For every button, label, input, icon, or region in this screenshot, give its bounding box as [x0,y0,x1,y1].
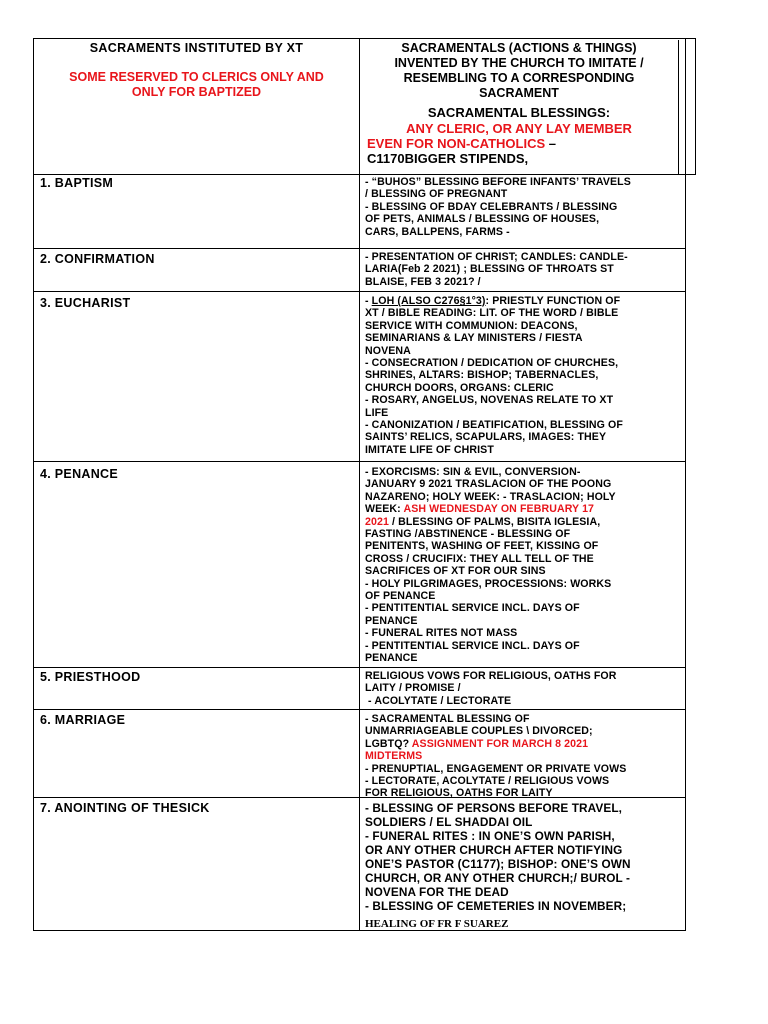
cell-line: - ROSARY, ANGELUS, NOVENAS RELATE TO XT [365,394,614,407]
cell-line: - SACRAMENTAL BLESSING OF [365,713,530,725]
right-dash: – [545,136,556,151]
cell-line: LARIA(Feb 2 2021) ; BLESSING OF THROATS ST [365,263,614,276]
cell-line-ash [365,503,685,515]
cell-line: - PENTITENTIAL SERVICE INCL. DAYS OF [365,602,580,615]
header-bottom-border [33,174,696,175]
cell-line: RELIGIOUS VOWS FOR RELIGIOUS, OATHS FOR [365,670,617,682]
cell-line: - BLESSING OF PERSONS BEFORE TRAVEL, [365,801,623,815]
right-line-3: RESEMBLING TO A CORRESPONDING [403,71,635,85]
cell-line: CARS, BALLPENS, FARMS - [365,225,510,238]
cell-line: ONE’S PASTOR (C1177); BISHOP: ONE’S OWN [365,857,631,871]
right-stipends: C1170BIGGER STIPENDS, [367,151,529,166]
cell-line: - BLESSING OF BDAY CELEBRANTS / BLESSING [365,200,618,213]
cell-line: - FUNERAL RITES NOT MASS [365,627,518,640]
cell-line: - CANONIZATION / BEATIFICATION, BLESSING OF [365,419,623,432]
right-red-1: ANY CLERIC, OR ANY LAY MEMBER [406,121,632,136]
cell-line: SEMINARIANS & LAY MINISTERS / FIESTA [365,332,583,345]
cell-line: PENANCE [365,614,418,627]
assignment-red: ASSIGNMENT FOR MARCH 8 2021 [411,737,589,750]
sacramental-cell-marriage [365,713,685,800]
right-red-2: EVEN FOR NON-CATHOLICS [367,136,546,151]
sacrament-confirmation: 2. CONFIRMATION [40,252,155,266]
cell-line: LAITY / PROMISE / [365,682,461,695]
cell-line: IMITATE LIFE OF CHRIST [365,443,494,456]
cell-line: LIFE [365,406,389,419]
cell-line: XT / BIBLE READING: LIT. OF THE WORD / BIBLE [365,307,619,320]
cell-line: JANUARY 9 2021 TRASLACION OF THE POONG [365,478,612,491]
cell-line: NAZARENO; HOLY WEEK: - TRASLACION; HOLY [365,490,616,503]
row-divider [33,461,686,462]
loh-underlined: LOH (ALSO C276§1°3) [371,295,486,307]
ash-wednesday: ASH WEDNESDAY ON FEBRUARY 17 [403,503,595,516]
cell-line: OF PETS, ANIMALS / BLESSING OF HOUSES, [365,213,600,226]
cell-line: - LECTORATE, ACOLYTATE / RELIGIOUS VOWS [365,775,610,788]
cell-line: SACRIFICES OF XT FOR OUR SINS [365,565,546,578]
midterms-red: MIDTERMS [365,750,423,763]
cell-line: - ACOLYTATE / LECTORATE [365,694,512,707]
row-divider [33,667,686,668]
cell-line: - PRENUPTIAL, ENGAGEMENT OR PRIVATE VOWS [365,762,627,775]
sacrament-anointing: 7. ANOINTING OF THESICK [40,801,210,815]
right-line-2: INVENTED BY THE CHURCH TO IMITATE / [394,56,644,70]
sacramental-cell-eucharist [365,295,685,456]
cell-line: / BLESSING OF PREGNANT [365,188,508,201]
cell-line: PENITENTS, WASHING OF FEET, KISSING OF [365,540,599,553]
cell-line: CHURCH DOORS, ORGANS: CLERIC [365,381,554,394]
right-blessings: SACRAMENTAL BLESSINGS: [427,105,611,120]
table-border-top [33,38,696,39]
cell-line: - EXORCISMS: SIN & EVIL, CONVERSION- [365,466,581,478]
year-rest: / BLESSING OF PALMS, BISITA IGLESIA, [388,515,601,528]
cell-line: SOLDIERS / EL SHADDAI OIL [365,815,533,829]
row-divider [33,709,686,710]
cell-line: CROSS / CRUCIFIX: THEY ALL TELL OF THE [365,552,594,565]
week-prefix: WEEK: [365,503,404,516]
loh-prefix: - [365,295,372,307]
cell-line: CHURCH, OR ANY OTHER CHURCH;/ BUROL - [365,871,630,885]
cell-line: - PENTITENTIAL SERVICE INCL. DAYS OF [365,639,580,652]
cell-line: - CONSECRATION / DEDICATION OF CHURCHES, [365,357,619,370]
cell-line-assignment [365,738,685,750]
header-left [34,41,359,100]
row-divider [33,291,686,292]
cell-line: - FUNERAL RITES : IN ONE’S OWN PARISH, [365,829,615,843]
left-note-1: SOME RESERVED TO CLERICS ONLY AND [69,70,324,84]
row-divider [33,248,686,249]
right-red-line-2 [367,136,556,151]
sacrament-baptism: 1. BAPTISM [40,176,114,190]
cell-line: SAINTS’ RELICS, SCAPULARS, IMAGES: THEY [365,431,607,444]
cell-line: NOVENA FOR THE DEAD [365,885,509,899]
sacramental-cell-penance [365,466,685,665]
last-line: HEALING OF FR F SUAREZ [365,918,509,930]
cell-line: SHRINES, ALTARS: BISHOP; TABERNACLES, [365,369,599,382]
lgbtq: LGBTQ? [365,737,412,750]
sacramental-cell-baptism [365,176,685,238]
left-note-2: ONLY FOR BAPTIZED [131,85,262,99]
header-right [360,41,678,101]
cell-line: OF PENANCE [365,590,436,603]
cell-line: - BLESSING OF CEMETERIES IN NOVEMBER; [365,899,627,913]
cell-line-year [365,516,685,528]
sacrament-penance: 4. PENANCE [40,467,119,481]
cell-line: - HOLY PILGRIMAGES, PROCESSIONS: WORKS [365,577,612,590]
right-line-1: SACRAMENTALS (ACTIONS & THINGS) [401,41,637,55]
cell-line: FOR RELIGIOUS, OATHS FOR LAITY [365,787,553,800]
loh-rest: : PRIESTLY FUNCTION OF [485,295,621,307]
table-border-bottom [33,930,686,931]
left-title: SACRAMENTS INSTITUTED BY XT [89,41,304,55]
cell-line: OR ANY OTHER CHURCH AFTER NOTIFYING [365,843,623,857]
cell-line: - PRESENTATION OF CHRIST; CANDLES: CANDLE- [365,251,628,263]
cell-line: BLAISE, FEB 3 2021? / [365,275,481,288]
cell-line-loh [365,295,685,307]
sacramental-cell-priesthood [365,670,685,707]
header-extra-border [695,38,696,174]
year-red: 2021 [365,515,389,528]
sacramental-cell-confirmation [365,251,685,288]
cell-line: NOVENA [365,344,411,357]
sacramental-cell-anointing [365,801,685,913]
cell-line: - “BUHOS” BLESSING BEFORE INFANTS’ TRAVELS [365,176,631,188]
sacrament-priesthood: 5. PRIESTHOOD [40,670,141,684]
right-line-4: SACRAMENT [479,86,559,100]
cell-line: PENANCE [365,652,418,665]
cell-line: SERVICE WITH COMMUNION: DEACONS, [365,319,578,332]
cell-line: FASTING /ABSTINENCE - BLESSING OF [365,528,571,541]
sacrament-eucharist: 3. EUCHARIST [40,296,131,310]
header-inner-border [678,40,679,174]
cell-line: UNMARRIAGEABLE COUPLES \ DIVORCED; [365,725,593,738]
sacrament-marriage: 6. MARRIAGE [40,713,126,727]
